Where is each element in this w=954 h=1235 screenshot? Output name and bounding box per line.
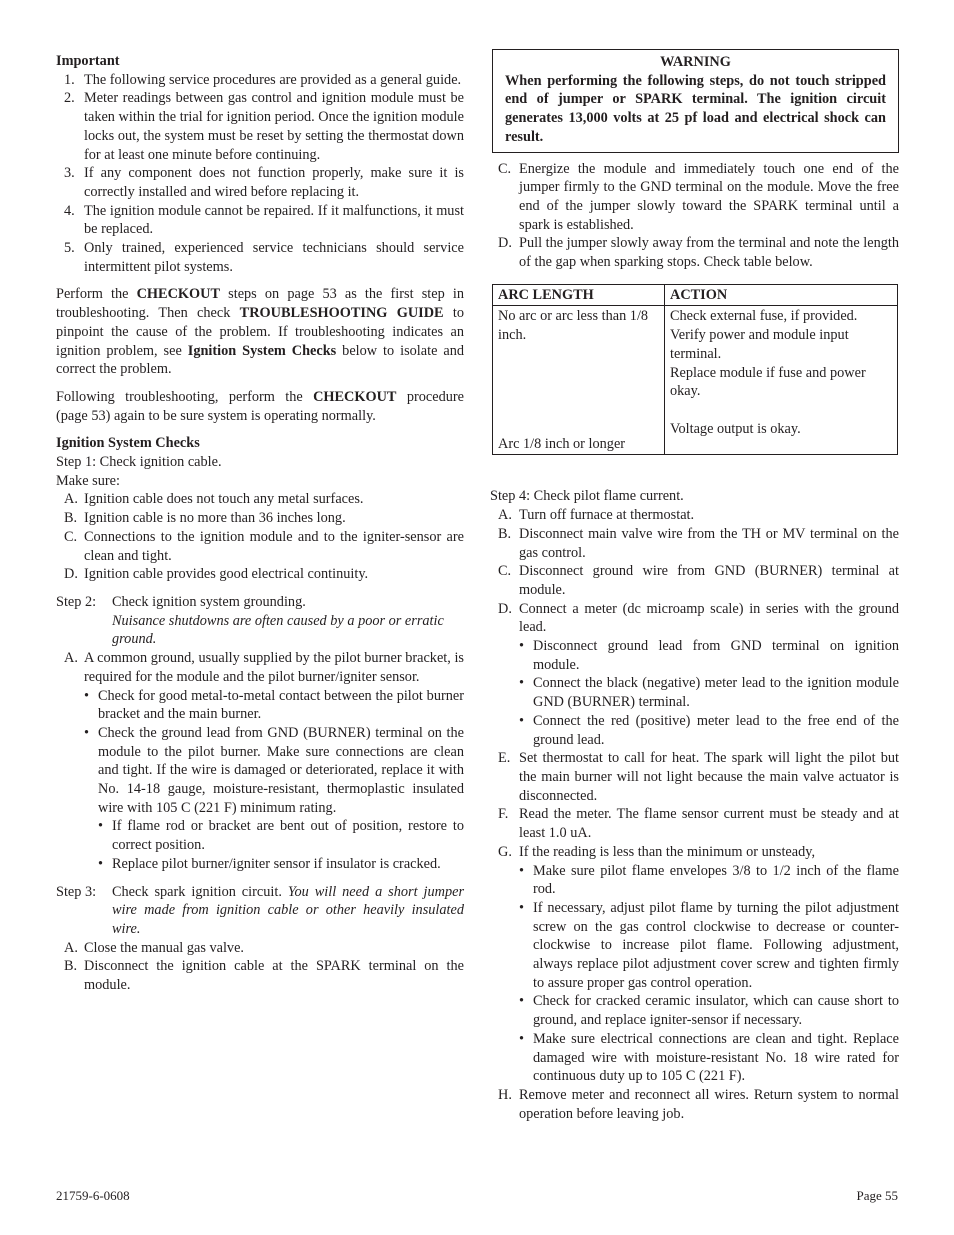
list-item: 5. Only trained, experienced service technicians should service intermittent pilot systems. xyxy=(64,240,464,275)
list-item: B. Disconnect the ignition cable at the SPARK terminal on the module. xyxy=(64,958,464,994)
bullet-item: • Make sure pilot flame envelopes 3/8 to 1/2 inch of the flame rod. xyxy=(519,862,899,898)
ignition-checks-heading: Ignition System Checks xyxy=(56,435,200,452)
list-item: B. Ignition cable is no more than 36 inches long. xyxy=(64,510,346,527)
bullet-item: • If necessary, adjust pilot flame by turning the pilot adjustment screw on the gas control clockwise to decrease or counter-clockwise to increase pilot flame. Following adjustment, always replace pilot adjustment cover screw and tighten firmly to assure proper gas control operation. xyxy=(519,899,899,991)
step3-note: You will need a short jumper wire made from ignition cable or other heavily insulated wire. xyxy=(112,883,465,937)
list-item: 2. Meter readings between gas control and ignition module must be taken within the trial for ignition period. Once the ignition module locks out, the system must be reset by setting the thermostat down for at least one minute before continuing. xyxy=(64,90,464,163)
list-item: C. Connections to the ignition module and to the igniter-sensor are clean and tight. xyxy=(64,528,464,564)
important-list xyxy=(56,71,464,277)
step2-block: Step 2: Check ignition system grounding. Nuisance shutdowns are often caused by a poor or erratic ground. xyxy=(56,593,464,649)
column-header: ARC LENGTH xyxy=(493,284,665,306)
following-troubleshooting-paragraph: Following troubleshooting, perform the CHECKOUT procedure (page 53) again to be sure system is operating normally. xyxy=(56,388,464,424)
table-header-row xyxy=(493,284,898,306)
list-item: A. A common ground, usually supplied by the pilot burner bracket, is required for the module and the pilot burner/igniter sensor. xyxy=(64,650,464,685)
bullet-item: • Check for good metal-to-metal contact between the pilot burner bracket and the main burner. xyxy=(84,687,464,723)
list-item: F. Read the meter. The flame sensor current must be steady and at least 1.0 uA. xyxy=(498,806,899,842)
step2-note: Nuisance shutdowns are often caused by a poor or erratic ground. xyxy=(112,612,444,648)
list-item: G. If the reading is less than the minimum or unsteady, xyxy=(498,843,816,860)
warning-text: When performing the following steps, do not touch stripped end of jumper or SPARK terminal. The ignition circuit generates 13,000 volts at 25 pf load and electrical shock can result. xyxy=(505,72,886,145)
step1-list xyxy=(56,490,464,584)
document-number: 21759-6-0608 xyxy=(56,1188,130,1203)
list-item: 3. If any component does not function properly, make sure it is correctly installed and wired before replacing it. xyxy=(64,165,464,200)
list-item: E. Set thermostat to call for heat. The spark will light the pilot but the main burner will not light because the main valve actuator is disconnected. xyxy=(498,750,899,804)
list-item: C. Disconnect ground wire from GND (BURNER) terminal at module. xyxy=(498,563,899,598)
perform-checkout-paragraph: Perform the CHECKOUT steps on page 53 as the first step in troubleshooting. Then check TROUBLESHOOTING GUIDE to pinpoint the cause of the problem. If troubleshooting indicates an ignition problem, see Ignition System Checks below to isolate and correct the problem. xyxy=(56,286,465,378)
arc-length-table xyxy=(492,284,898,456)
table-row xyxy=(493,306,898,455)
list-item: B. Disconnect main valve wire from the TH or MV terminal on the gas control. xyxy=(498,525,899,561)
step3-block: Step 3: Check spark ignition circuit. You will need a short jumper wire made from ignition cable or other heavily insulated wire. xyxy=(56,883,465,937)
arc-cell: No arc or arc less than 1/8 inch. Arc 1/8 inch or longer xyxy=(493,306,665,455)
list-item: A. Close the manual gas valve. xyxy=(64,939,245,956)
warning-box xyxy=(492,49,899,153)
sub-bullet-item: • Replace pilot burner/igniter sensor if insulator is cracked. xyxy=(98,855,441,872)
list-item: D. Ignition cable provides good electrical continuity. xyxy=(64,566,369,583)
make-sure-line: Make sure: xyxy=(56,472,120,489)
action-cell: Check external fuse, if provided. Verify power and module input terminal. Replace module if fuse and power okay. Voltage output is okay. xyxy=(665,306,898,455)
bullet-item: • Make sure electrical connections are clean and tight. Replace damaged wire with moisture-resistant No. 18 wire rated for continuous duty up to 105 C (221 F). xyxy=(519,1030,899,1085)
list-item: D. Connect a meter (dc microamp scale) in series with the ground lead. xyxy=(498,600,899,636)
list-item: C. Energize the module and immediately touch one end of the jumper firmly to the GND terminal on the module. Move the free end of the jumper slowly toward the SPARK terminal until a spark is established. xyxy=(498,160,899,233)
list-item: H. Remove meter and reconnect all wires. Return system to normal operation before leaving job. xyxy=(498,1086,899,1122)
list-item: A. Turn off furnace at thermostat. xyxy=(498,507,695,524)
list-item: 1. The following service procedures are provided as a general guide. xyxy=(64,71,462,88)
bullet-item: • Disconnect ground lead from GND terminal on ignition module. xyxy=(519,638,899,673)
important-heading: Important xyxy=(56,53,120,69)
list-item: D. Pull the jumper slowly away from the terminal and note the length of the gap when sparking stops. Check table below. xyxy=(498,235,899,271)
step3-title: Check spark ignition circuit. xyxy=(112,883,282,900)
step4-line: Step 4: Check pilot flame current. xyxy=(490,488,684,505)
bullet-item: • Check the ground lead from GND (BURNER) terminal on the module to the pilot burner. Make sure connections are clean and tight. If the wire is damaged or deteriorated, replace it with No. 14-18 gauge, moisture-resistant, thermoplastic insulated wire with 105 C (221 F) minimum rating. xyxy=(84,724,464,816)
left-column xyxy=(56,52,464,995)
step1-line: Step 1: Check ignition cable. xyxy=(56,454,222,471)
bullet-item: • Connect the black (negative) meter lead to the ignition module GND (BURNER) terminal. xyxy=(519,675,899,711)
list-item: A. Ignition cable does not touch any metal surfaces. xyxy=(64,491,364,508)
list-item: 4. The ignition module cannot be repaired. If it malfunctions, it must be replaced. xyxy=(64,202,464,238)
sub-bullet-item: • If flame rod or bracket are bent out of position, restore to correct position. xyxy=(98,818,464,854)
bullet-item: • Connect the red (positive) meter lead to the free end of the ground lead. xyxy=(519,712,899,748)
right-column xyxy=(492,49,899,1123)
page-number: Page 55 xyxy=(856,1188,898,1203)
warning-title: WARNING xyxy=(660,54,731,70)
step2-title: Check ignition system grounding. xyxy=(112,593,306,610)
bullet-item: • Check for cracked ceramic insulator, which can cause short to ground, and replace igniter-sensor if necessary. xyxy=(519,993,899,1029)
column-header: ACTION xyxy=(665,284,898,306)
